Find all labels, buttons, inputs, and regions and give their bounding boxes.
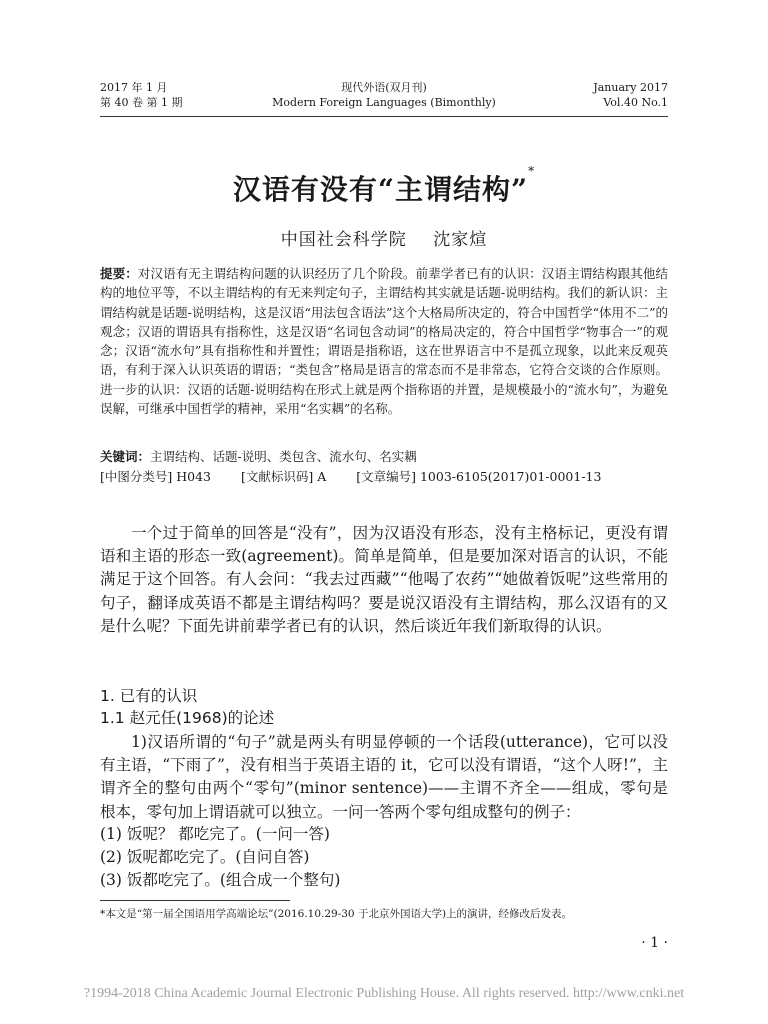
abstract [100, 264, 668, 418]
paper-title [0, 164, 768, 208]
example-2: (2) 饭呢都吃完了。(自问自答) [100, 848, 310, 866]
paper-title-text: 汉语有没有“主谓结构” [232, 173, 529, 206]
issue-date-label: 2017 年 1 月 [100, 81, 168, 94]
journal-name-chinese: 现代外语(双月刊) [341, 81, 427, 94]
volume-issue-label: 第 40 卷 第 1 期 [100, 96, 183, 109]
intro-paragraph: 一个过于简单的回答是“没有”，因为汉语没有形态，没有主格标记，更没有谓语和主语的形态一致(agreement)。简单是简单，但是要加深对语言的认识，不能满足于这个回答。有人会问：“我去过西藏”“他喝了农药”“她做着饭呢”这些常用的句子，翻译成英语不都是主谓结构吗？要是说汉语没有主谓结构，那么汉语有的又是什么呢？下面先讲前辈学者已有的认识，然后谈近年我们新取得的认识。 [100, 524, 668, 635]
author-line [0, 225, 768, 250]
author-affiliation: 中国社会科学院 [280, 230, 407, 250]
classification-line [100, 467, 627, 486]
journal-name-english: Modern Foreign Languages (Bimonthly) [272, 96, 496, 109]
section-1-1-paragraph: 1)汉语所谓的“句子”就是两头有明显停顿的一个话段(utterance)，它可以没有主语，“下雨了”，没有相当于英语主语的 it，它可以没有谓语，“这个人呀!”，主谓齐全的整句由两个“零句”(minor sentence)——主谓不齐全——组成，零句是根本，零句加上谓语就可以独立。一问一答两个零句组成整句的例子： [100, 733, 668, 821]
copyright-notice: ?1994-2018 China Academic Journal Electronic Publishing House. All rights reserved. http://www.cnki.net [83, 986, 685, 1001]
abstract-text: 对汉语有无主谓结构问题的认识经历了几个阶段。前辈学者已有的认识：汉语主谓结构跟其他结构的地位平等，不以主谓结构的有无来判定句子，主谓结构其实就是话题-说明结构。我们的新认识：主谓结构就是话题-说明结构，这是汉语“用法包含语法”这个大格局所决定的，符合中国哲学“体用不二”的观念；汉语的谓语具有指称性，这是汉语“名词包含动词”的格局决定的，符合中国哲学“物事合一”的观念；汉语“流水句”具有指称性和并置性；谓语是指称语，这在世界语言中不是孤立现象，以此来反观英语，有利于深入认识英语的谓语；“类包含”格局是语言的常态而不是非常态，它符合交谈的合作原则。进一步的认识：汉语的话题-说明结构在形式上就是两个指称语的并置，是规模最小的“流水句”，为避免误解，可继承中国哲学的精神，采用“名实耦”的名称。 [100, 266, 668, 417]
section-heading-1-1: 1.1 赵元任(1968)的论述 [100, 709, 275, 727]
article-number: [文章编号] 1003-6105(2017)01-0001-13 [356, 469, 602, 484]
example-1: (1) 饭呢？ 都吃完了。(一问一答) [100, 825, 330, 843]
author-name: 沈家煊 [433, 230, 488, 250]
issue-date-english: January 2017 [593, 81, 668, 94]
abstract-label: 提要： [100, 266, 138, 281]
example-3: (3) 饭都吃完了。(组合成一个整句) [100, 871, 341, 889]
keywords-text: 主谓结构、话题-说明、类包含、流水句、名实耦 [150, 449, 417, 464]
volume-issue-english: Vol.40 No.1 [603, 96, 668, 109]
title-footnote-mark: * [528, 164, 536, 178]
clc-number: [中图分类号] H043 [100, 469, 211, 484]
footnote: *本文是“第一届全国语用学高端论坛”(2016.10.29-30 于北京外国语大学)上的演讲，经修改后发表。 [100, 908, 573, 920]
document-code: [文献标识码] A [240, 469, 327, 484]
header-divider [100, 116, 668, 117]
keywords-label: 关键词： [100, 449, 151, 464]
footnote-divider [100, 900, 290, 901]
section-heading-1: 1. 已有的认识 [100, 687, 198, 705]
page-number: · 1 · [641, 935, 668, 951]
keywords [100, 447, 668, 466]
journal-issue-english [593, 80, 668, 110]
